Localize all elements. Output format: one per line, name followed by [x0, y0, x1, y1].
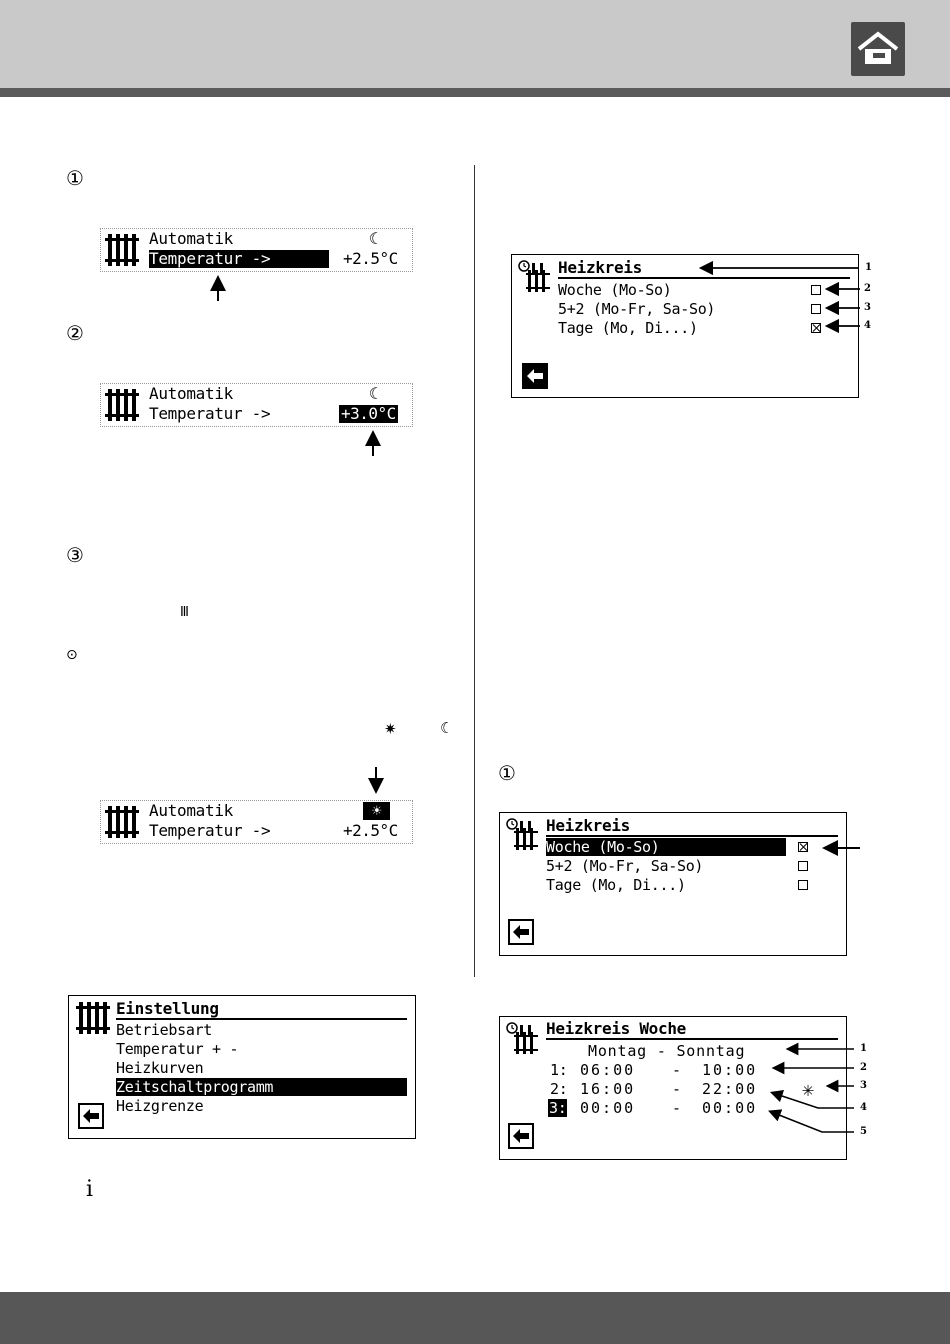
- menu-item-zeitschaltprogramm[interactable]: Zeitschaltprogramm: [116, 1078, 407, 1096]
- callout-3: 3: [860, 1080, 867, 1091]
- screen-title: Heizkreis Woche: [546, 1019, 686, 1038]
- callout-2: 2: [864, 283, 871, 294]
- temperature-label: Temperatur ->: [149, 821, 271, 840]
- callout-4: 4: [864, 320, 871, 331]
- step-marker-2: ②: [66, 321, 84, 345]
- menu-item-betriebsart[interactable]: Betriebsart: [116, 1021, 213, 1039]
- mode-label: Automatik: [149, 384, 233, 403]
- slot-label: 1:: [550, 1061, 568, 1079]
- info-icon: i: [86, 1177, 94, 1202]
- callout-1: 1: [865, 262, 872, 273]
- slot-label-selected[interactable]: 3:: [549, 1099, 567, 1117]
- option-5-2[interactable]: 5+2 (Mo-Fr, Sa-So): [546, 857, 704, 875]
- option-woche-selected[interactable]: Woche (Mo-So): [546, 838, 786, 856]
- step-marker-3: ③: [66, 543, 84, 567]
- screen-title: Heizkreis: [546, 816, 630, 835]
- slot-dash: -: [672, 1080, 681, 1098]
- note-marker: ⊙: [66, 647, 78, 663]
- menu-item-temperatur[interactable]: Temperatur + -: [116, 1040, 239, 1058]
- callout-1: 1: [860, 1043, 867, 1054]
- radiator-glyph: Ⅲ: [180, 605, 189, 620]
- slot-to[interactable]: 00:00: [702, 1099, 758, 1117]
- sun-icon: ✳: [802, 1077, 814, 1101]
- step-marker-right-1: ①: [498, 761, 516, 785]
- temperature-value[interactable]: +3.0°C: [341, 404, 396, 423]
- slot-dash: -: [672, 1061, 681, 1079]
- option-tage[interactable]: Tage (Mo, Di...): [558, 319, 698, 337]
- sun-glyph: ✷: [384, 720, 397, 738]
- temperature-label: Temperatur ->: [149, 404, 271, 423]
- screen-title: Einstellung: [116, 999, 219, 1018]
- temperature-label[interactable]: Temperatur ->: [149, 250, 329, 268]
- mode-label: Automatik: [149, 801, 233, 820]
- slot-dash: -: [672, 1099, 681, 1117]
- menu-item-heizgrenze[interactable]: Heizgrenze: [116, 1097, 204, 1115]
- slot-from[interactable]: 16:00: [580, 1080, 636, 1098]
- callout-4: 4: [860, 1102, 867, 1113]
- option-tage[interactable]: Tage (Mo, Di...): [546, 876, 686, 894]
- slot-to[interactable]: 22:00: [702, 1080, 758, 1098]
- moon-icon: ☾: [369, 384, 379, 403]
- slot-label: 2:: [550, 1080, 568, 1098]
- option-5-2[interactable]: 5+2 (Mo-Fr, Sa-So): [558, 300, 716, 318]
- screen-title: Heizkreis: [558, 258, 642, 277]
- temperature-value: +2.5°C: [343, 821, 398, 840]
- temperature-value: +2.5°C: [343, 249, 398, 268]
- callout-3: 3: [864, 302, 871, 313]
- moon-glyph: ☾: [440, 719, 454, 737]
- slot-from[interactable]: 00:00: [580, 1099, 636, 1117]
- moon-icon: ☾: [369, 229, 379, 248]
- step-marker-1: ①: [66, 166, 84, 190]
- day-range: Montag - Sonntag: [588, 1042, 746, 1060]
- slot-from[interactable]: 06:00: [580, 1061, 636, 1079]
- callout-5: 5: [860, 1126, 867, 1137]
- callout-2: 2: [860, 1062, 867, 1073]
- sun-icon[interactable]: ☀: [363, 802, 390, 820]
- slot-to[interactable]: 10:00: [702, 1061, 758, 1079]
- mode-label: Automatik: [149, 229, 233, 248]
- option-woche[interactable]: Woche (Mo-So): [558, 281, 672, 299]
- menu-item-heizkurven[interactable]: Heizkurven: [116, 1059, 204, 1077]
